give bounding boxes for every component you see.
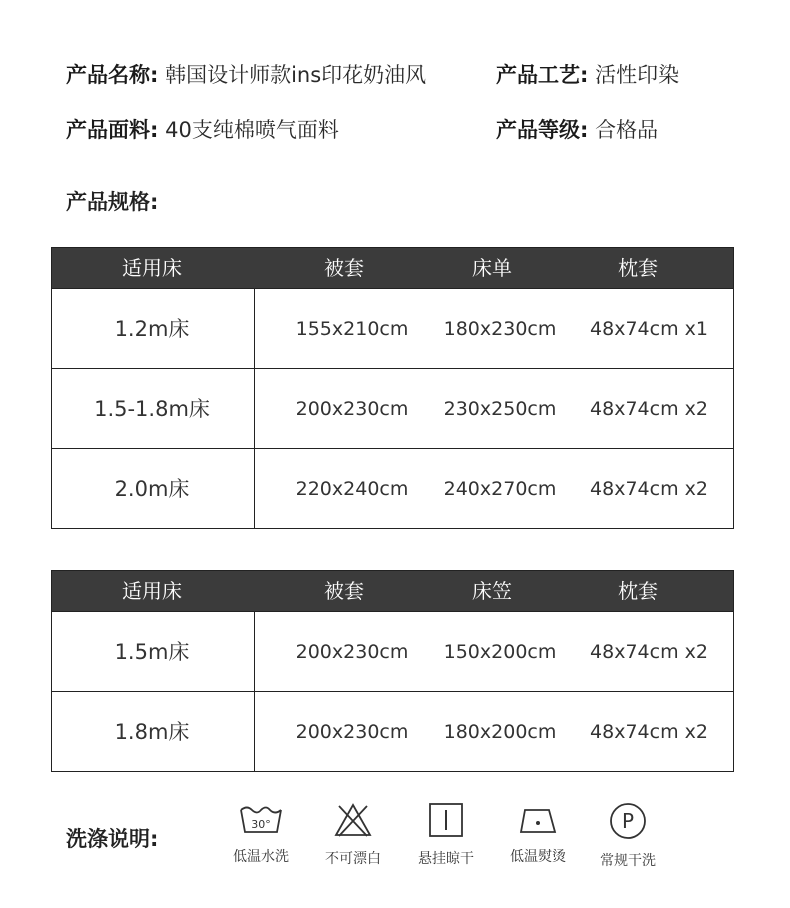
- cell-fitted-sheet: 150x200cm: [443, 641, 557, 663]
- product-grade: [496, 116, 658, 144]
- cell-pillowcase: 48x74cm x2: [590, 641, 708, 663]
- no-bleach-icon: [333, 802, 373, 838]
- wash-item: [493, 802, 583, 866]
- cell-pillowcase: 48x74cm x1: [590, 318, 708, 340]
- product-craft-value: 活性印染: [595, 63, 680, 87]
- hang-dry-icon: [428, 802, 464, 838]
- cell-duvet: 200x230cm: [295, 721, 409, 743]
- table-row: [52, 448, 733, 528]
- header-duvet: 被套: [324, 256, 364, 280]
- header-fitted-sheet: 床笠: [472, 579, 512, 603]
- wash-label: 悬挂晾干: [418, 851, 474, 867]
- cell-duvet: 220x240cm: [295, 478, 409, 500]
- cell-bed-size: 2.0m床: [114, 477, 190, 501]
- cell-pillowcase: 48x74cm x2: [590, 398, 708, 420]
- wash-label: 低温水洗: [233, 849, 289, 865]
- table-row: [52, 288, 733, 368]
- svg-text:P: P: [621, 809, 635, 833]
- cell-pillowcase: 48x74cm x2: [590, 721, 708, 743]
- wash-title: 洗涤说明:: [66, 827, 159, 851]
- header-pillowcase: 枕套: [618, 579, 658, 603]
- size-table-sheet: [51, 247, 734, 529]
- product-name-value: 韩国设计师款ins印花奶油风: [165, 63, 427, 87]
- low-iron-icon: [517, 802, 559, 836]
- size-table-fitted: [51, 570, 734, 772]
- cell-bed-size: 1.5m床: [114, 640, 190, 664]
- svg-text:30°: 30°: [251, 818, 271, 831]
- cell-duvet: 155x210cm: [295, 318, 409, 340]
- product-name: [66, 61, 426, 89]
- table-row: [52, 691, 733, 771]
- product-craft: [496, 61, 679, 89]
- table-header: [52, 248, 733, 288]
- wash-label: 低温熨烫: [510, 849, 566, 865]
- cell-duvet: 200x230cm: [295, 398, 409, 420]
- cell-bed-size: 1.2m床: [114, 317, 190, 341]
- wash-label: 常规干洗: [600, 853, 656, 869]
- table-row: [52, 611, 733, 691]
- cell-pillowcase: 48x74cm x2: [590, 478, 708, 500]
- product-grade-label: 产品等级:: [496, 118, 589, 142]
- header-duvet: 被套: [324, 579, 364, 603]
- wash-label: 不可漂白: [325, 851, 381, 867]
- wash-item: [401, 802, 491, 868]
- header-pillowcase: 枕套: [618, 256, 658, 280]
- cell-duvet: 200x230cm: [295, 641, 409, 663]
- header-sheet: 床单: [472, 256, 512, 280]
- product-fabric: [66, 116, 339, 144]
- cell-bed-size: 1.5-1.8m床: [94, 397, 210, 421]
- product-craft-label: 产品工艺:: [496, 63, 589, 87]
- cell-fitted-sheet: 180x200cm: [443, 721, 557, 743]
- header-bed: 适用床: [122, 579, 182, 603]
- wash-30-icon: [239, 802, 283, 836]
- product-name-label: 产品名称:: [66, 63, 159, 87]
- wash-item: [583, 802, 673, 870]
- table-row: [52, 368, 733, 448]
- table-header: [52, 571, 733, 611]
- cell-sheet: 180x230cm: [443, 318, 557, 340]
- product-grade-value: 合格品: [595, 118, 659, 142]
- product-fabric-value: 40支纯棉喷气面料: [165, 118, 339, 142]
- wash-item: [308, 802, 398, 868]
- product-fabric-label: 产品面料:: [66, 118, 159, 142]
- wash-item: [216, 802, 306, 866]
- dry-clean-p-icon: [609, 802, 647, 840]
- spec-title: 产品规格:: [66, 190, 159, 214]
- cell-sheet: 230x250cm: [443, 398, 557, 420]
- cell-bed-size: 1.8m床: [114, 720, 190, 744]
- cell-sheet: 240x270cm: [443, 478, 557, 500]
- header-bed: 适用床: [122, 256, 182, 280]
